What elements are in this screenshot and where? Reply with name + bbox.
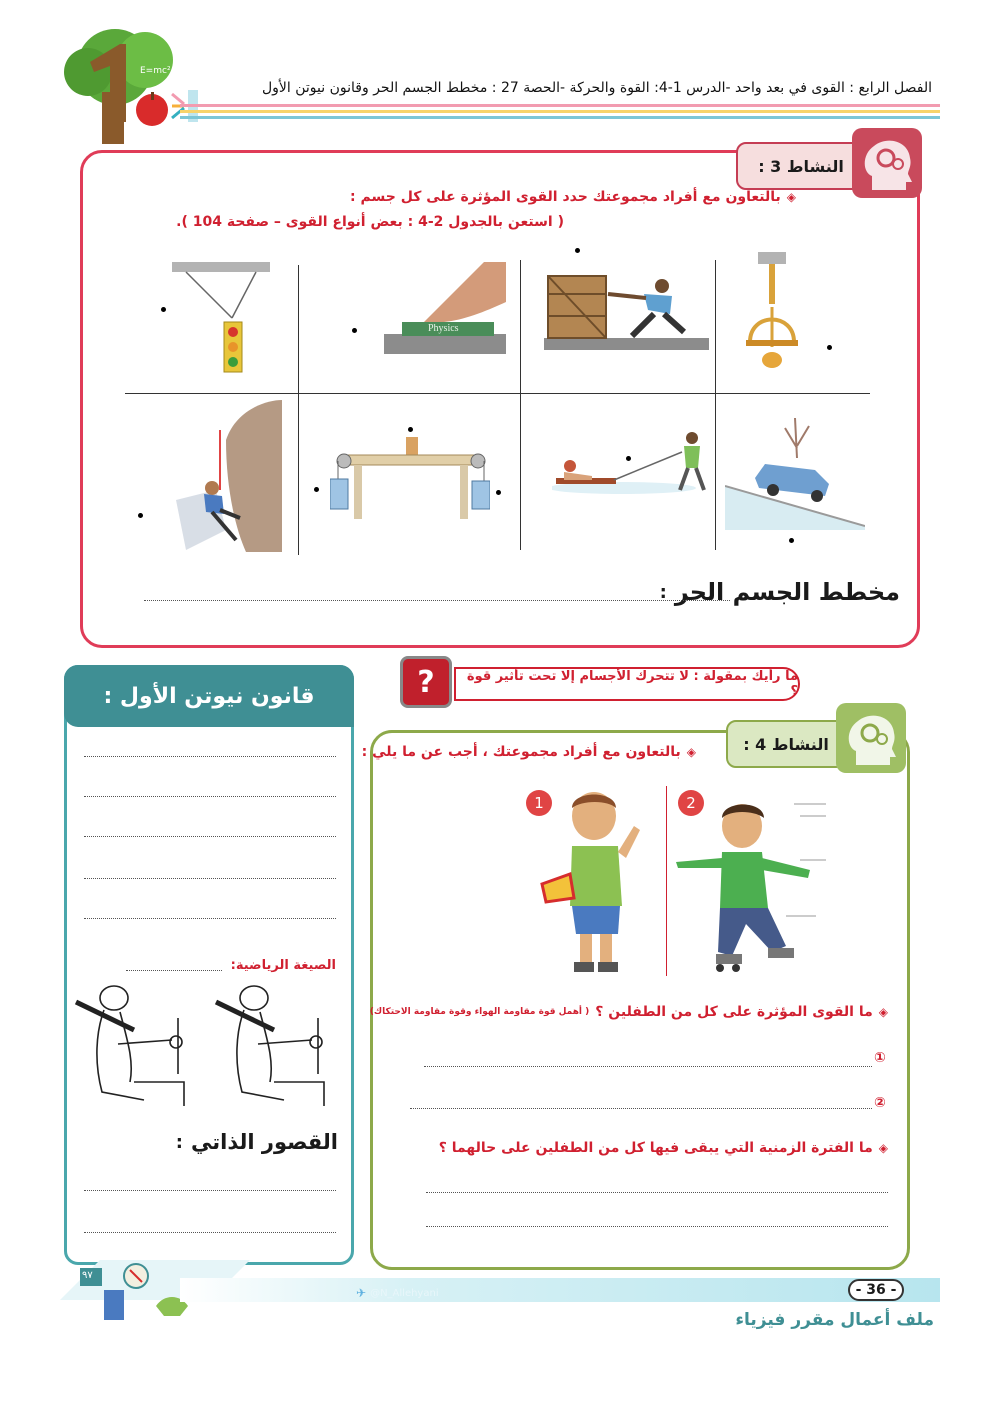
q2-answer-line[interactable] <box>426 1226 888 1227</box>
activity4-q2-row <box>439 1140 888 1156</box>
object-dot <box>161 307 166 312</box>
q1-answer-line[interactable] <box>424 1066 872 1067</box>
newton-answer-line[interactable] <box>84 918 336 919</box>
activity4-q1-note: ( أهمل قوة مقاومة الهواء وقوة مقاومة الاحتكاك) <box>369 1007 590 1017</box>
inertia-answer-line[interactable] <box>84 1232 336 1233</box>
standing-boy-image <box>536 786 656 978</box>
answer-marker-1: ① <box>874 1050 886 1066</box>
newton-law-title: قانون نيوتن الأول : <box>64 665 354 727</box>
object-dot <box>352 328 357 333</box>
object-dot <box>314 487 319 492</box>
object-dot <box>575 248 580 253</box>
activity4-q2: ما الفترة الزمنية التي يبقى فيها كل من الطفلين على حالهما ؟ <box>438 1140 873 1156</box>
object-dot <box>496 490 501 495</box>
header-divider <box>180 104 940 122</box>
footer-badge: ٩٧ <box>82 1270 93 1281</box>
activity4-q1-row <box>370 1004 888 1020</box>
crash-test-sketch-image <box>74 982 192 1110</box>
object-dot <box>626 456 631 461</box>
grid-horizontal-divider <box>125 393 870 394</box>
book-label: Physics <box>428 323 459 334</box>
twitter-handle: @N_Allehyani <box>370 1287 439 1299</box>
grid-vertical-divider <box>520 260 521 550</box>
crash-test-sketch-image <box>214 982 332 1110</box>
newton-answer-line[interactable] <box>84 756 336 757</box>
activity4-tag <box>726 720 846 768</box>
diamond-bullet-icon: ◈ <box>686 745 696 759</box>
logo <box>60 22 190 147</box>
traffic-light-image <box>172 262 270 374</box>
activity3-hint: ( استعن بالجدول 2-4 : بعض أنواع القوى – صفحة 104 ). <box>176 214 564 230</box>
q1-answer-line[interactable] <box>410 1108 872 1109</box>
pulley-system-image <box>330 437 490 519</box>
diamond-bullet-icon: ◈ <box>878 1005 888 1019</box>
number-badge-2: 2 <box>678 790 704 816</box>
grid-vertical-divider <box>715 260 716 550</box>
page-number: - 36 - <box>848 1279 904 1301</box>
sled-pull-image <box>552 428 712 498</box>
diamond-bullet-icon: ◈ <box>786 190 796 204</box>
activity4-instruction-row <box>362 744 696 760</box>
q2-answer-line[interactable] <box>426 1192 888 1193</box>
formula-answer-line[interactable] <box>126 970 222 971</box>
crate-push-image <box>544 270 709 350</box>
diamond-bullet-icon: ◈ <box>878 1141 888 1155</box>
object-dot <box>408 427 413 432</box>
hand-on-book-image <box>384 262 506 354</box>
footer-title: ملف أعمال مقرر فيزياء <box>735 1310 934 1330</box>
activity3-instruction: بالتعاون مع أفراد مجموعتك حدد القوى المؤثرة على كل جسم : <box>350 189 781 205</box>
children-divider <box>666 786 667 976</box>
logo-formula: E=mc² <box>140 66 171 76</box>
brain-gears-icon <box>852 128 922 198</box>
chandelier-image <box>742 252 802 372</box>
inertia-colon: : <box>175 1131 183 1153</box>
grid-vertical-divider <box>298 265 299 555</box>
rock-climber-image <box>176 400 282 552</box>
newton-answer-line[interactable] <box>84 836 336 837</box>
newton-answer-line[interactable] <box>84 796 336 797</box>
answer-marker-2: ② <box>874 1095 886 1111</box>
activity4-label: النشاط 4 : <box>743 734 829 754</box>
car-on-slope-image <box>725 418 865 530</box>
newton-answer-line[interactable] <box>84 878 336 879</box>
fbd-label: مخطط الجسم الحر <box>674 578 900 606</box>
object-dot <box>138 513 143 518</box>
skating-boy-image <box>676 796 836 976</box>
activity3-tag <box>736 142 866 190</box>
object-dot <box>789 538 794 543</box>
brain-gears-icon <box>836 703 906 773</box>
inertia-label: القصور الذاتي <box>191 1130 338 1154</box>
activity3-label: النشاط 3 : <box>758 156 844 176</box>
fbd-answer-line[interactable] <box>144 600 730 601</box>
footer-bar <box>180 1278 940 1302</box>
object-dot <box>827 345 832 350</box>
page-title: الفصل الرابع : القوى في بعد واحد -الدرس 1-4: القوة والحركة -الحصة 27 : مخطط الجسم الحر وقانون نيوتن الأول <box>262 80 932 96</box>
activity3-instruction-row <box>350 189 796 205</box>
activity4-q1: ما القوى المؤثرة على كل من الطفلين ؟ <box>595 1004 873 1020</box>
activity4-instruction: بالتعاون مع أفراد مجموعتك ، أجب عن ما يلي : <box>361 744 681 760</box>
inertia-label-row <box>176 1130 338 1154</box>
inertia-answer-line[interactable] <box>84 1190 336 1191</box>
twitter-handle-row <box>356 1286 439 1300</box>
number-badge-1: 1 <box>526 790 552 816</box>
fbd-colon: : <box>659 581 667 603</box>
question-banner: ما رأيك بمقولة : لا تتحرك الأجسام إلا تحت تأثير قوة ؟ <box>454 667 800 701</box>
formula-label: الصيغة الرياضية: <box>230 958 336 973</box>
fbd-label-row <box>660 578 900 606</box>
question-icon: ? <box>400 656 452 708</box>
twitter-icon: ✈ <box>356 1286 367 1300</box>
